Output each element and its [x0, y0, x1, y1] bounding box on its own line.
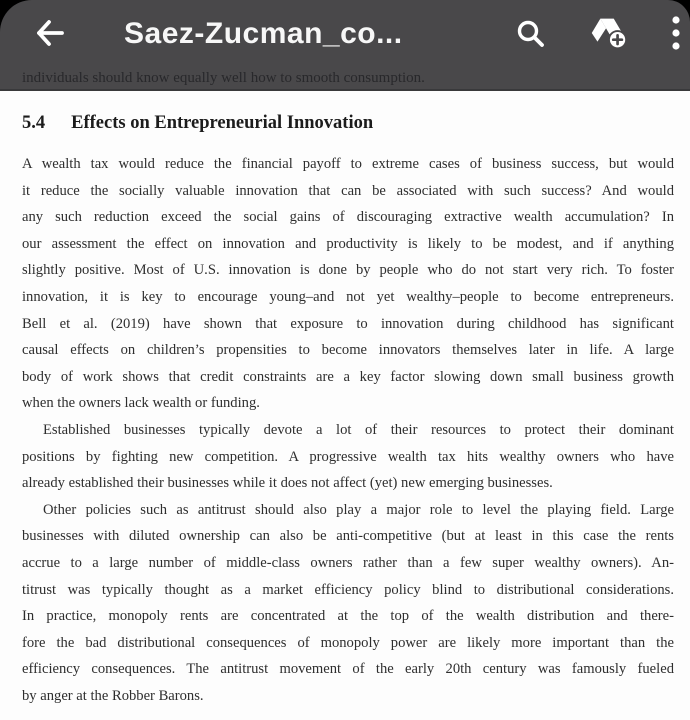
text-line: when the owners lack wealth or funding. [22, 395, 260, 412]
section-number: 5.4 [22, 113, 46, 133]
app-bar-row [0, 0, 690, 68]
overflow-menu-button[interactable] [664, 10, 688, 58]
search-button[interactable] [506, 10, 554, 58]
paragraphs [22, 151, 674, 709]
add-to-drive-button[interactable] [580, 10, 636, 58]
app-bar [0, 0, 690, 91]
text-line: slightly positive. Most of U.S. innovation is done by people who do not start very rich. To foster [22, 262, 674, 279]
text-line: positions by fighting new competition. A progressive wealth tax hits wealthy owners who have [22, 448, 674, 465]
add-to-drive-icon [586, 16, 630, 53]
previous-page-peek-text: individuals should know equally well how to smooth consumption. [22, 70, 425, 86]
text-line: Other policies such as antitrust should also play a major role to level the playing field. Large [43, 501, 674, 518]
section-title: Effects on Entrepreneurial Innovation [71, 113, 374, 133]
text-line: it reduce the socially valuable innovation that can be associated with such success? And would [22, 182, 674, 199]
text-line: by anger at the Robber Barons. [22, 687, 204, 704]
pdf-page[interactable] [0, 91, 690, 720]
text-line: our assessment the effect on innovation and productivity is likely to be modest, and if anything [22, 235, 674, 252]
back-arrow-icon [33, 16, 67, 53]
app-bar-actions [506, 10, 690, 58]
text-line: titrust was typically thought as a market efficiency policy blind to distributional considerations. [22, 581, 674, 598]
text-line: efficiency consequences. The antitrust movement of the early 20th century was famously fueled [22, 661, 674, 678]
text-line: any such reduction exceed the social gains of discouraging extractive wealth accumulation? In [22, 209, 674, 226]
more-vertical-icon [672, 15, 680, 54]
back-button[interactable] [26, 10, 74, 58]
text-line: accrue to a large number of middle-class owners rather than a few super wealthy owners). An- [22, 554, 674, 571]
text-line: causal effects on children’s propensities to become innovators themselves later in life. A large [22, 342, 674, 359]
page-content [22, 111, 674, 709]
document-title: Saez-Zucman_co... [124, 17, 403, 50]
text-line: already established their businesses while it does not affect (yet) new emerging businesses. [22, 475, 553, 492]
text-line: Bell et al. (2019) have shown that exposure to innovation during childhood has significant [22, 315, 674, 332]
text-line: fore the bad distributional consequences of monopoly power are likely more important than the [22, 634, 674, 651]
text-line: A wealth tax would reduce the financial payoff to extreme cases of business success, but would [22, 156, 674, 172]
text-line: In practice, monopoly rents are concentrated at the top of the wealth distribution and there- [22, 608, 674, 625]
text-line: businesses with diluted ownership can also be anti-competitive (but at least in this case the rents [22, 528, 674, 545]
text-line: innovation, it is key to encourage young–and not yet wealthy–people to become entrepreneurs. [22, 288, 674, 305]
text-line: body of work shows that credit constraints are a key factor slowing down small business growth [22, 368, 674, 385]
text-line: Established businesses typically devote a lot of their resources to protect their dominant [43, 421, 674, 438]
section-heading [22, 111, 674, 135]
search-icon [515, 18, 545, 51]
